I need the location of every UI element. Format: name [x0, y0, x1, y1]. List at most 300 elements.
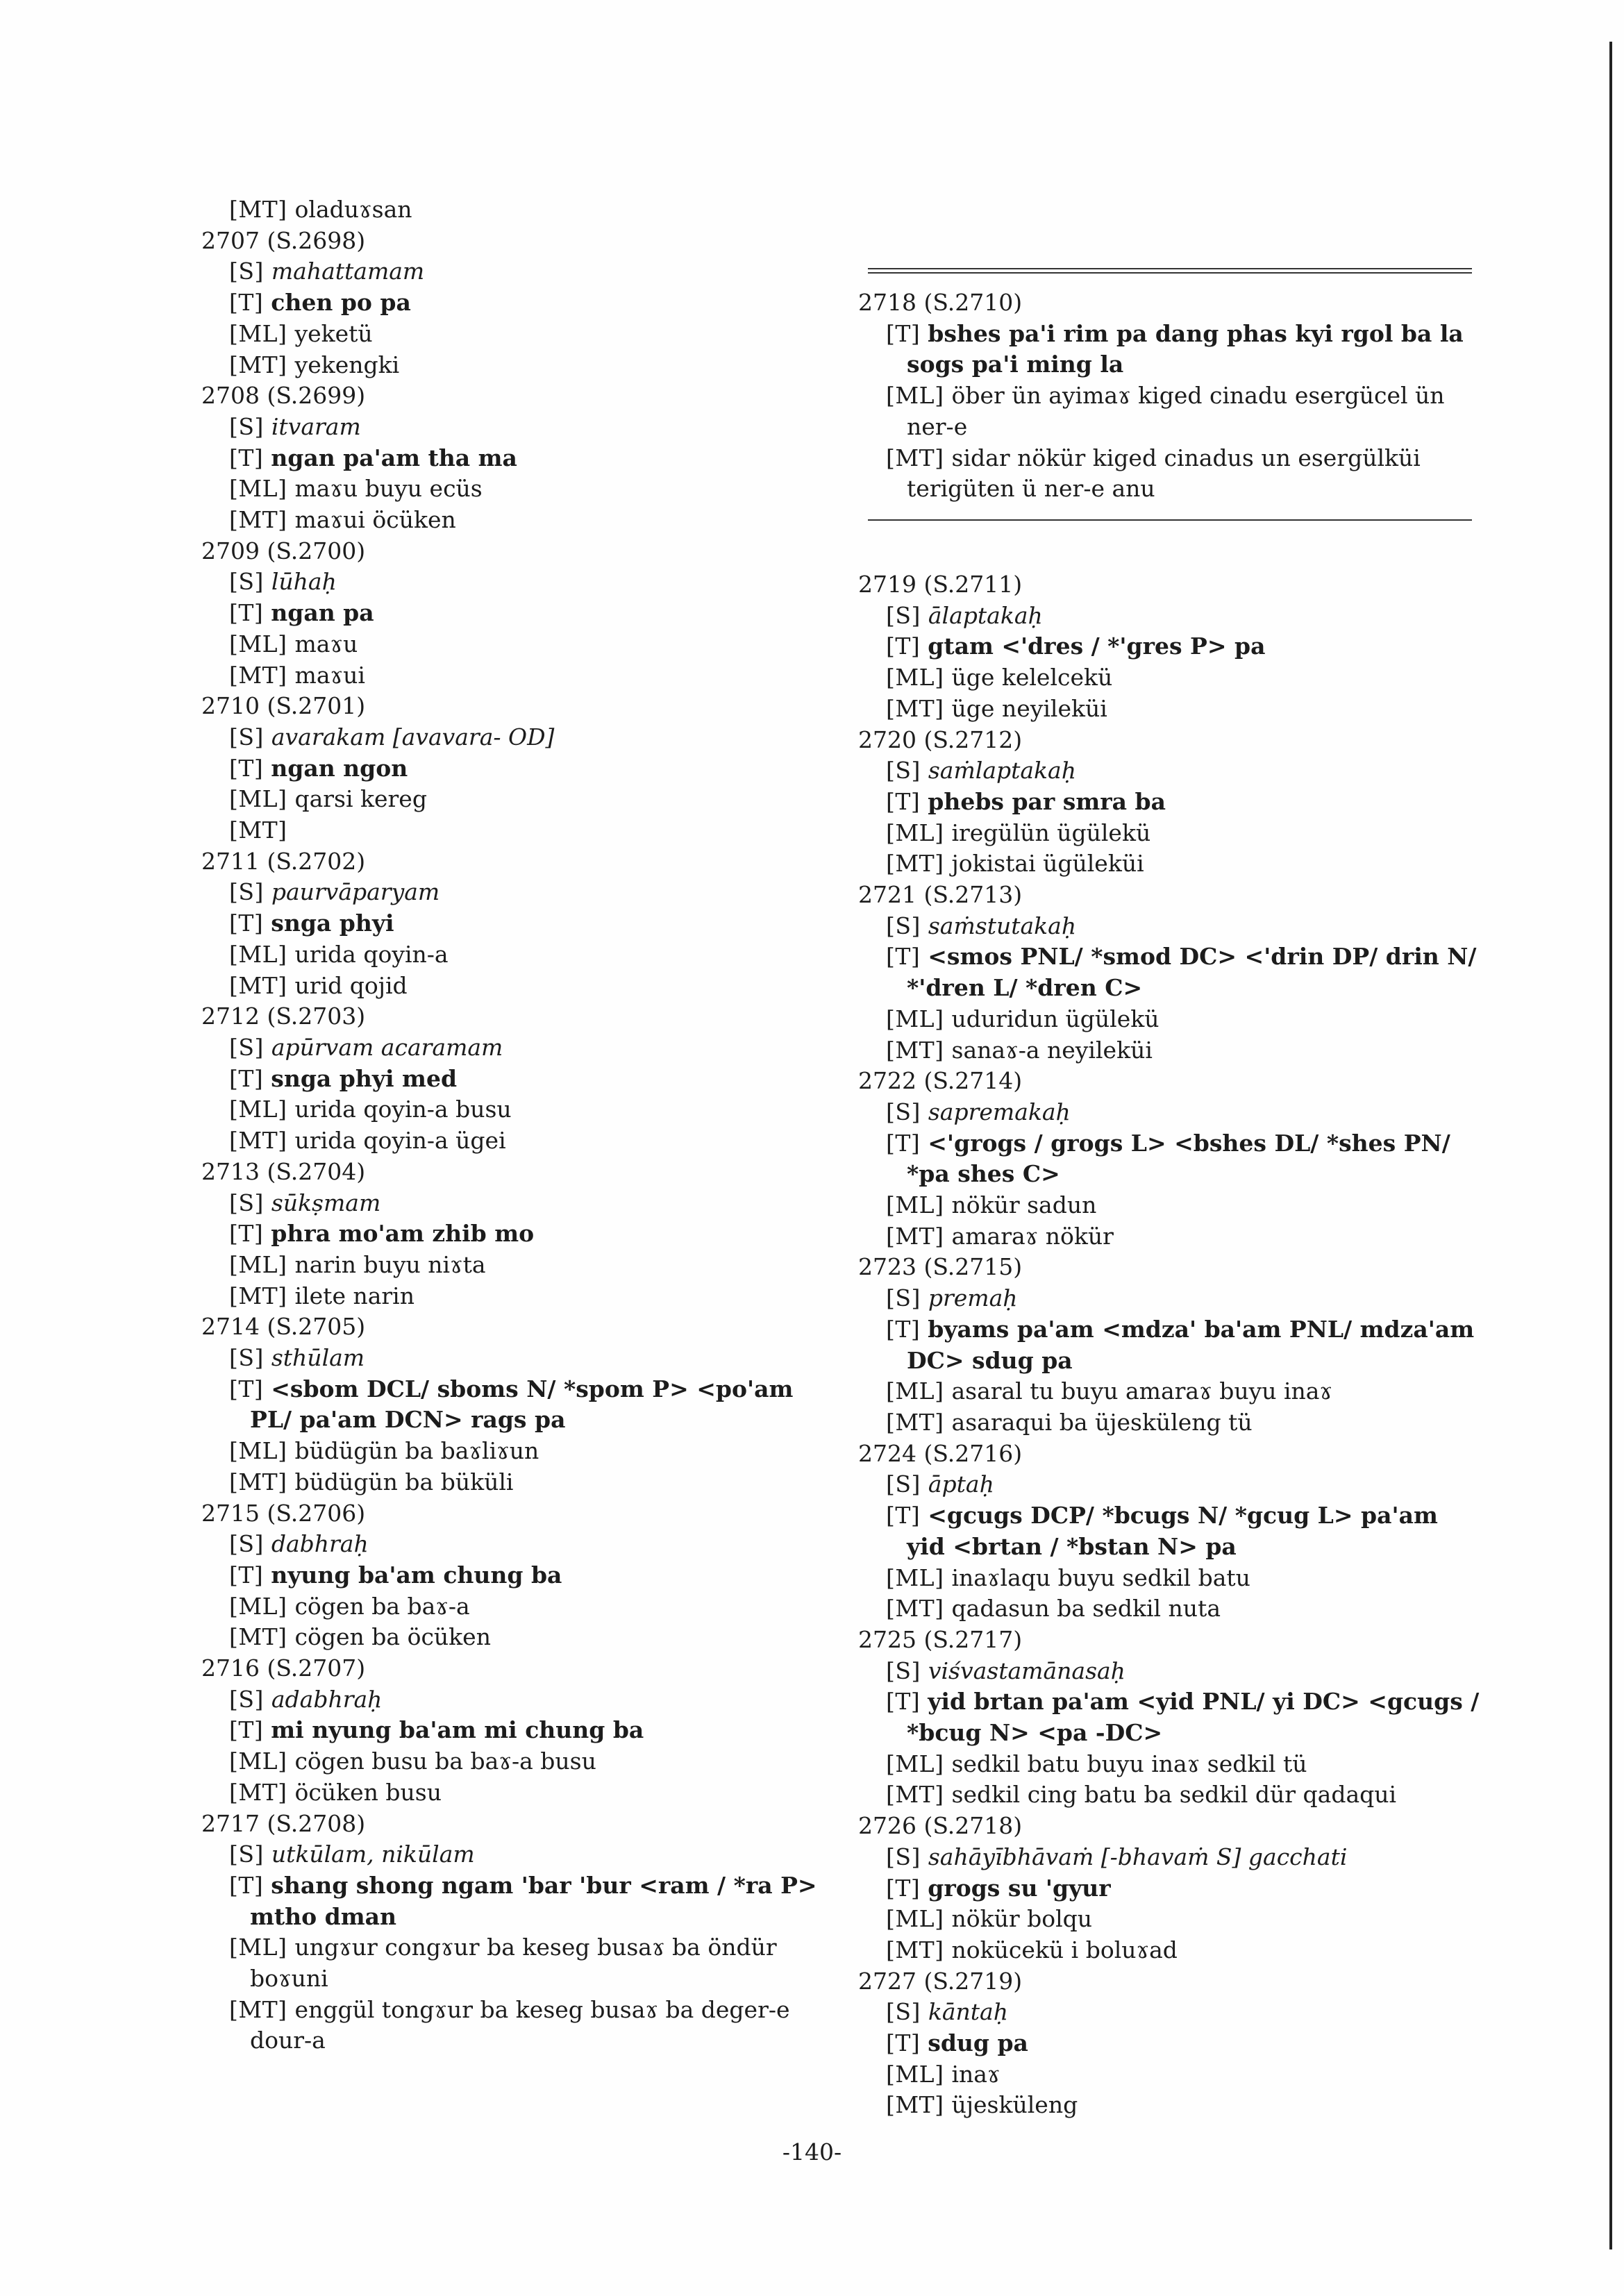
language-tag: [MT]: [886, 694, 952, 722]
entry-line: [201, 1839, 826, 1870]
language-tag: [MT]: [229, 1995, 295, 2023]
entry-line: [858, 694, 1483, 725]
entry-line: [201, 660, 826, 692]
entry-text: qadasun ba sedkil nuta: [951, 1595, 1221, 1623]
language-tag: [S]: [229, 258, 271, 285]
language-tag: [T]: [886, 2029, 928, 2057]
dictionary-entry: [201, 691, 826, 846]
entry-line: [858, 1935, 1483, 1966]
language-tag: [MT]: [229, 506, 295, 534]
entry-line: [858, 911, 1483, 942]
entry-line: [201, 194, 826, 226]
entry-text: nökür bolqu: [951, 1905, 1093, 1933]
dictionary-entry: [858, 569, 1483, 725]
language-tag: [MT]: [886, 1781, 952, 1809]
entry-line: [858, 941, 1483, 1003]
language-tag: [S]: [886, 601, 928, 629]
entry-line: [201, 1932, 826, 1994]
entry-line: [858, 2059, 1483, 2090]
boxed-entry: [858, 287, 1483, 505]
dictionary-entry: [858, 1811, 1483, 1966]
language-tag: [T]: [229, 1220, 271, 1248]
entry-text: inaɤlaqu buyu sedkil batu: [951, 1564, 1250, 1591]
page-edge-line: [1609, 42, 1612, 2249]
language-tag: [S]: [229, 1685, 271, 1713]
entry-line: [858, 662, 1483, 694]
entry-line: [858, 1563, 1483, 1594]
language-tag: [T]: [886, 1688, 928, 1716]
entry-line: [858, 1997, 1483, 2028]
top-double-rule: [868, 268, 1472, 269]
entry-number: 2717 (S.2708): [201, 1809, 366, 1837]
language-tag: [S]: [886, 1098, 928, 1125]
language-tag: [ML]: [229, 785, 295, 813]
language-tag: [MT]: [886, 850, 952, 878]
entry-number: 2713 (S.2704): [201, 1157, 366, 1185]
language-tag: [S]: [886, 757, 928, 785]
entry-line: [858, 1035, 1483, 1066]
language-tag: [ML]: [229, 1934, 295, 1961]
entry-text: āptaḥ: [928, 1470, 994, 1498]
entry-text: amaraɤ nökür: [951, 1222, 1114, 1250]
language-tag: [ML]: [229, 940, 295, 968]
language-tag: [MT]: [229, 1282, 295, 1309]
entry-line: [858, 848, 1483, 880]
entry-text: büdügün ba baɤliɤun: [294, 1437, 539, 1465]
entry-text: büdügün ba büküli: [294, 1468, 514, 1495]
entry-number: 2725 (S.2717): [858, 1625, 1023, 1653]
entry-number: 2721 (S.2713): [858, 881, 1023, 909]
language-tag: [S]: [229, 1189, 271, 1216]
language-tag: [MT]: [229, 1127, 295, 1155]
dictionary-entry: [201, 846, 826, 1002]
language-tag: [S]: [886, 912, 928, 939]
entry-line: [201, 1188, 826, 1219]
entry-number: 2722 (S.2714): [858, 1067, 1023, 1095]
entry-line: [858, 1469, 1483, 1500]
language-tag: [ML]: [886, 1564, 952, 1591]
language-tag: [ML]: [229, 1592, 295, 1620]
entry-text: asaraqui ba üjesküleng tü: [951, 1408, 1253, 1436]
entry-line: [201, 350, 826, 381]
language-tag: [T]: [229, 1716, 271, 1744]
entry-text: iregülün ügülekü: [951, 819, 1151, 846]
entry-line: [858, 1097, 1483, 1128]
language-tag: [ML]: [886, 2060, 952, 2088]
entry-text: maɤui: [294, 661, 365, 689]
language-tag: [ML]: [886, 1750, 952, 1777]
language-tag: [ML]: [886, 664, 952, 692]
entry-text: maɤu: [294, 630, 358, 657]
entry-text: ngan pa'am tha ma: [271, 444, 517, 471]
entry-text: sthūlam: [271, 1344, 365, 1372]
entry-line: [858, 443, 1483, 505]
entry-number: 2724 (S.2716): [858, 1439, 1023, 1467]
dictionary-entry: [858, 880, 1483, 1066]
entry-number: 2712 (S.2703): [201, 1003, 366, 1030]
language-tag: [S]: [229, 1530, 271, 1558]
entry-line: [201, 722, 826, 753]
entry-line: [201, 1125, 826, 1157]
language-tag: [ML]: [229, 475, 295, 503]
entry-line: [858, 755, 1483, 787]
entry-text: saṁstutakaḥ: [928, 912, 1077, 939]
language-tag: [T]: [886, 632, 928, 660]
dictionary-entry: [858, 287, 1483, 505]
entry-number: 2714 (S.2705): [201, 1313, 366, 1341]
entry-text: snga phyi med: [271, 1064, 458, 1092]
entry-text: cögen busu ba baɤ-a busu: [294, 1748, 596, 1775]
language-tag: [ML]: [229, 1437, 295, 1465]
language-tag: [MT]: [886, 1222, 952, 1250]
entry-line: [201, 1436, 826, 1467]
entry-line: [201, 1281, 826, 1312]
entry-line: [201, 877, 826, 908]
entry-line: [201, 474, 826, 505]
entry-text: sūkṣmam: [271, 1189, 381, 1216]
entry-line: [858, 1376, 1483, 1407]
language-tag: [S]: [229, 723, 271, 751]
language-tag: [S]: [229, 412, 271, 440]
entry-number: 2710 (S.2701): [201, 692, 366, 720]
entry-number: 2707 (S.2698): [201, 226, 366, 254]
entry-text: yid brtan pa'am <yid PNL/ yi DC> <gcugs / *bcug N> <pa -DC>: [907, 1688, 1480, 1747]
language-tag: [S]: [229, 1033, 271, 1061]
entry-line: [201, 753, 826, 785]
entry-line: [201, 1995, 826, 2056]
entry-line: [201, 319, 826, 350]
language-tag: [T]: [886, 1874, 928, 1902]
language-tag: [S]: [229, 1841, 271, 1868]
entry-line: [201, 1777, 826, 1809]
entry-text: lūhaḥ: [271, 568, 337, 596]
entry-number: 2718 (S.2710): [858, 289, 1023, 316]
dictionary-entry: [858, 1252, 1483, 1438]
entry-line: [858, 1686, 1483, 1748]
dictionary-entry: [201, 1498, 826, 1654]
dictionary-entry: [858, 1966, 1483, 2122]
language-tag: [MT]: [229, 971, 295, 999]
entry-text: nyung ba'am chung ba: [271, 1561, 562, 1589]
entry-text: öcüken busu: [294, 1778, 442, 1806]
language-tag: [S]: [886, 1284, 928, 1312]
entry-text: utkūlam, nikūlam: [271, 1841, 475, 1868]
language-tag: [MT]: [886, 2091, 952, 2119]
language-tag: [ML]: [886, 382, 952, 410]
language-tag: [MT]: [229, 1468, 295, 1495]
entry-number: 2720 (S.2712): [858, 726, 1023, 753]
entry-line: [201, 1746, 826, 1777]
entry-text: phra mo'am zhib mo: [271, 1220, 535, 1248]
language-tag: [MT]: [229, 1623, 295, 1651]
entry-line: [858, 1779, 1483, 1811]
language-tag: [T]: [229, 444, 271, 471]
entry-text: sedkil batu buyu inaɤ sedkil tü: [951, 1750, 1307, 1777]
language-tag: [S]: [886, 1998, 928, 2026]
entry-text: <sbom DCL/ sboms N/ *spom P> <po'am PL/ pa'am DCN> rags pa: [250, 1375, 794, 1434]
entry-text: nokücekü i boluɤad: [951, 1936, 1178, 1963]
entry-line: [201, 1467, 826, 1498]
dictionary-entry: [858, 1625, 1483, 1811]
entry-line: [858, 1656, 1483, 1687]
entry-number: 2727 (S.2719): [858, 1967, 1023, 1995]
entry-text: itvaram: [271, 412, 361, 440]
language-tag: [ML]: [886, 819, 952, 846]
entry-text: <gcugs DCP/ *bcugs N/ *gcug L> pa'am yid <brtan / *bstan N> pa: [907, 1502, 1438, 1560]
entry-line: [201, 1343, 826, 1374]
entry-text: narin buyu niɤta: [294, 1250, 486, 1278]
dictionary-entry: [201, 194, 826, 226]
entry-line: [858, 1314, 1483, 1376]
entry-line: [201, 629, 826, 660]
entry-line: [201, 784, 826, 815]
entry-text: maɤui öcüken: [294, 506, 456, 534]
entry-line: [201, 971, 826, 1002]
language-tag: [MT]: [229, 1778, 295, 1806]
language-tag: [MT]: [886, 1408, 952, 1436]
entry-text: phebs par smra ba: [928, 787, 1166, 815]
language-tag: [ML]: [886, 1005, 952, 1032]
language-tag: [T]: [229, 599, 271, 627]
entry-line: [201, 1064, 826, 1095]
language-tag: [MT]: [229, 351, 295, 378]
entry-line: [858, 787, 1483, 818]
entry-text: sdug pa: [928, 2029, 1028, 2057]
entry-text: nökür sadun: [951, 1191, 1097, 1219]
entry-line: [201, 287, 826, 319]
dictionary-entry: [201, 1157, 826, 1312]
entry-text: sedkil cing batu ba sedkil dür qadaqui: [951, 1781, 1397, 1809]
dictionary-entry: [201, 226, 826, 381]
entry-line: [858, 1190, 1483, 1221]
entry-text: dabhraḥ: [271, 1530, 369, 1558]
entry-line: [201, 412, 826, 443]
dictionary-entry: [858, 1439, 1483, 1625]
entry-line: [858, 2090, 1483, 2121]
entry-text: ngan ngon: [271, 754, 408, 782]
language-tag: [MT]: [886, 1936, 952, 1963]
entry-line: [201, 1715, 826, 1746]
entry-text: ngan pa: [271, 599, 374, 627]
entry-number: 2709 (S.2700): [201, 537, 366, 564]
entry-line: [201, 1684, 826, 1716]
entry-text: snga phyi: [271, 910, 394, 937]
entry-text: chen po pa: [271, 289, 411, 317]
language-tag: [MT]: [886, 1595, 952, 1623]
entry-line: [858, 1842, 1483, 1873]
bottom-rule: [868, 519, 1472, 521]
entry-number: 2711 (S.2702): [201, 847, 366, 875]
language-tag: [T]: [886, 1315, 928, 1343]
entry-text: grogs su 'gyur: [928, 1874, 1111, 1902]
entry-line: [858, 380, 1483, 442]
entry-line: [858, 2028, 1483, 2059]
language-tag: [S]: [886, 1657, 928, 1684]
entry-line: [201, 1218, 826, 1250]
entry-line: [858, 1904, 1483, 1935]
language-tag: [ML]: [229, 1748, 295, 1775]
entry-line: [201, 815, 826, 846]
entry-line: [201, 256, 826, 287]
entry-line: [858, 601, 1483, 632]
entry-line: [201, 939, 826, 971]
language-tag: [ML]: [229, 630, 295, 657]
language-tag: [T]: [886, 943, 928, 971]
entry-line: [858, 1128, 1483, 1190]
entry-text: <'grogs / grogs L> <bshes DL/ *shes PN/ *pa shes C>: [907, 1129, 1450, 1188]
language-tag: [MT]: [229, 816, 287, 844]
entry-text: jokistai ügüleküi: [951, 850, 1144, 878]
entry-text: sahāyībhāvaṁ [-bhavaṁ S] gacchati: [928, 1843, 1348, 1870]
entry-text: oladuɤsan: [294, 196, 412, 223]
language-tag: [T]: [229, 910, 271, 937]
entry-text: viśvastamānasaḥ: [928, 1657, 1125, 1684]
entry-text: urid qojid: [294, 971, 408, 999]
language-tag: [S]: [229, 568, 271, 596]
language-tag: [S]: [886, 1470, 928, 1498]
entry-text: mahattamam: [271, 258, 425, 285]
entry-text: avarakam [avavara- OD]: [271, 723, 555, 751]
entry-line: [858, 1873, 1483, 1904]
entry-line: [201, 505, 826, 536]
language-tag: [T]: [229, 1871, 271, 1899]
entry-line: [201, 1250, 826, 1281]
language-tag: [S]: [229, 1344, 271, 1372]
entry-line: [858, 319, 1483, 380]
entry-text: ālaptakaḥ: [928, 601, 1043, 629]
entry-line: [201, 1529, 826, 1560]
entry-text: <smos PNL/ *smod DC> <'drin DP/ drin N/ *'dren L/ *dren C>: [907, 943, 1477, 1002]
dictionary-entry: [201, 536, 826, 692]
entry-line: [201, 1622, 826, 1653]
language-tag: [S]: [886, 1843, 928, 1870]
entry-number: 2716 (S.2707): [201, 1654, 366, 1682]
language-tag: [T]: [886, 1502, 928, 1530]
language-tag: [T]: [229, 1375, 271, 1402]
entry-line: [858, 1221, 1483, 1252]
dictionary-entry: [201, 1001, 826, 1157]
dictionary-entry: [858, 1066, 1483, 1252]
language-tag: [T]: [886, 1129, 928, 1157]
language-tag: [T]: [886, 319, 928, 347]
entry-text: üge neyileküi: [951, 694, 1107, 722]
entry-line: [201, 1094, 826, 1125]
right-column: [858, 569, 1483, 2121]
entry-text: ungɤur congɤur ba keseg busaɤ ba öndür boɤuni: [250, 1934, 777, 1993]
entry-line: [201, 443, 826, 474]
entry-text: premaḥ: [928, 1284, 1018, 1312]
entry-text: üjesküleng: [951, 2091, 1078, 2119]
left-column: [201, 194, 826, 2056]
entry-text: urida qoyin-a: [294, 940, 449, 968]
dictionary-entry: [201, 1653, 826, 1809]
language-tag: [MT]: [886, 1036, 952, 1064]
entry-text: kāntaḥ: [928, 1998, 1008, 2026]
entry-line: [858, 1500, 1483, 1562]
entry-text: cögen ba öcüken: [294, 1623, 491, 1651]
language-tag: [T]: [229, 289, 271, 317]
entry-line: [201, 1870, 826, 1932]
dictionary-entry: [201, 1312, 826, 1498]
language-tag: [MT]: [229, 196, 295, 223]
entry-line: [201, 567, 826, 598]
entry-line: [858, 1407, 1483, 1439]
entry-line: [858, 818, 1483, 849]
entry-text: saṁlaptakaḥ: [928, 757, 1076, 785]
entry-text: gtam <'dres / *'gres P> pa: [928, 632, 1266, 660]
entry-line: [858, 1593, 1483, 1625]
entry-text: enggül tongɤur ba keseg busaɤ ba deger-e dour-a: [250, 1995, 790, 2054]
entry-text: mi nyung ba'am mi chung ba: [271, 1716, 644, 1744]
entry-text: shang shong ngam 'bar 'bur <ram / *ra P> mtho dman: [250, 1871, 817, 1930]
entry-text: yeketü: [294, 319, 373, 347]
entry-text: sapremakaḥ: [928, 1098, 1071, 1125]
entry-text: maɤu buyu ecüs: [294, 475, 483, 503]
entry-text: apūrvam acaramam: [271, 1033, 503, 1061]
entry-text: ilete narin: [294, 1282, 415, 1309]
dictionary-entry: [201, 380, 826, 536]
entry-number: 2708 (S.2699): [201, 382, 366, 410]
entry-number: 2715 (S.2706): [201, 1499, 366, 1527]
entry-line: [201, 1591, 826, 1623]
entry-number: 2719 (S.2711): [858, 571, 1023, 598]
language-tag: [MT]: [886, 444, 952, 471]
entry-line: [201, 1560, 826, 1591]
language-tag: [S]: [229, 878, 271, 906]
entry-line: [201, 1032, 826, 1064]
language-tag: [T]: [886, 787, 928, 815]
entry-line: [201, 908, 826, 939]
entry-text: paurvāparyam: [271, 878, 440, 906]
entry-number: 2723 (S.2715): [858, 1253, 1023, 1281]
dictionary-entry: [201, 1809, 826, 2057]
entry-line: [858, 631, 1483, 662]
entry-text: byams pa'am <mdza' ba'am PNL/ mdza'am DC> sdug pa: [907, 1315, 1475, 1374]
entry-text: yekengki: [294, 351, 400, 378]
language-tag: [ML]: [229, 1096, 295, 1123]
entry-line: [858, 1749, 1483, 1780]
entry-text: uduridun ügülekü: [951, 1005, 1160, 1032]
language-tag: [ML]: [886, 1377, 952, 1405]
language-tag: [T]: [229, 754, 271, 782]
language-tag: [T]: [229, 1561, 271, 1589]
entry-text: adabhraḥ: [271, 1685, 383, 1713]
language-tag: [ML]: [886, 1905, 952, 1933]
entry-text: üge kelelcekü: [951, 664, 1113, 692]
entry-text: asaral tu buyu amaraɤ buyu inaɤ: [951, 1377, 1333, 1405]
entry-text: sidar nökür kiged cinadus un esergülküi terigüten ü ner-e anu: [907, 444, 1421, 503]
entry-number: 2726 (S.2718): [858, 1812, 1023, 1840]
entry-text: urida qoyin-a busu: [294, 1096, 512, 1123]
entry-text: inaɤ: [951, 2060, 1001, 2088]
entry-text: öber ün ayimaɤ kiged cinadu esergücel ün ner-e: [907, 382, 1445, 440]
entry-text: bshes pa'i rim pa dang phas kyi rgol ba la sogs pa'i ming la: [907, 319, 1464, 378]
entry-text: sanaɤ-a neyileküi: [951, 1036, 1153, 1064]
page-number: -140-: [782, 2138, 842, 2165]
entry-line: [201, 598, 826, 629]
entry-text: qarsi kereg: [294, 785, 427, 813]
entry-line: [858, 1004, 1483, 1035]
language-tag: [ML]: [229, 1250, 295, 1278]
entry-line: [201, 1374, 826, 1436]
dictionary-entry: [858, 725, 1483, 880]
language-tag: [ML]: [886, 1191, 952, 1219]
entry-line: [858, 1283, 1483, 1314]
entry-text: urida qoyin-a ügei: [294, 1127, 506, 1155]
language-tag: [T]: [229, 1064, 271, 1092]
language-tag: [MT]: [229, 661, 295, 689]
language-tag: [ML]: [229, 319, 295, 347]
